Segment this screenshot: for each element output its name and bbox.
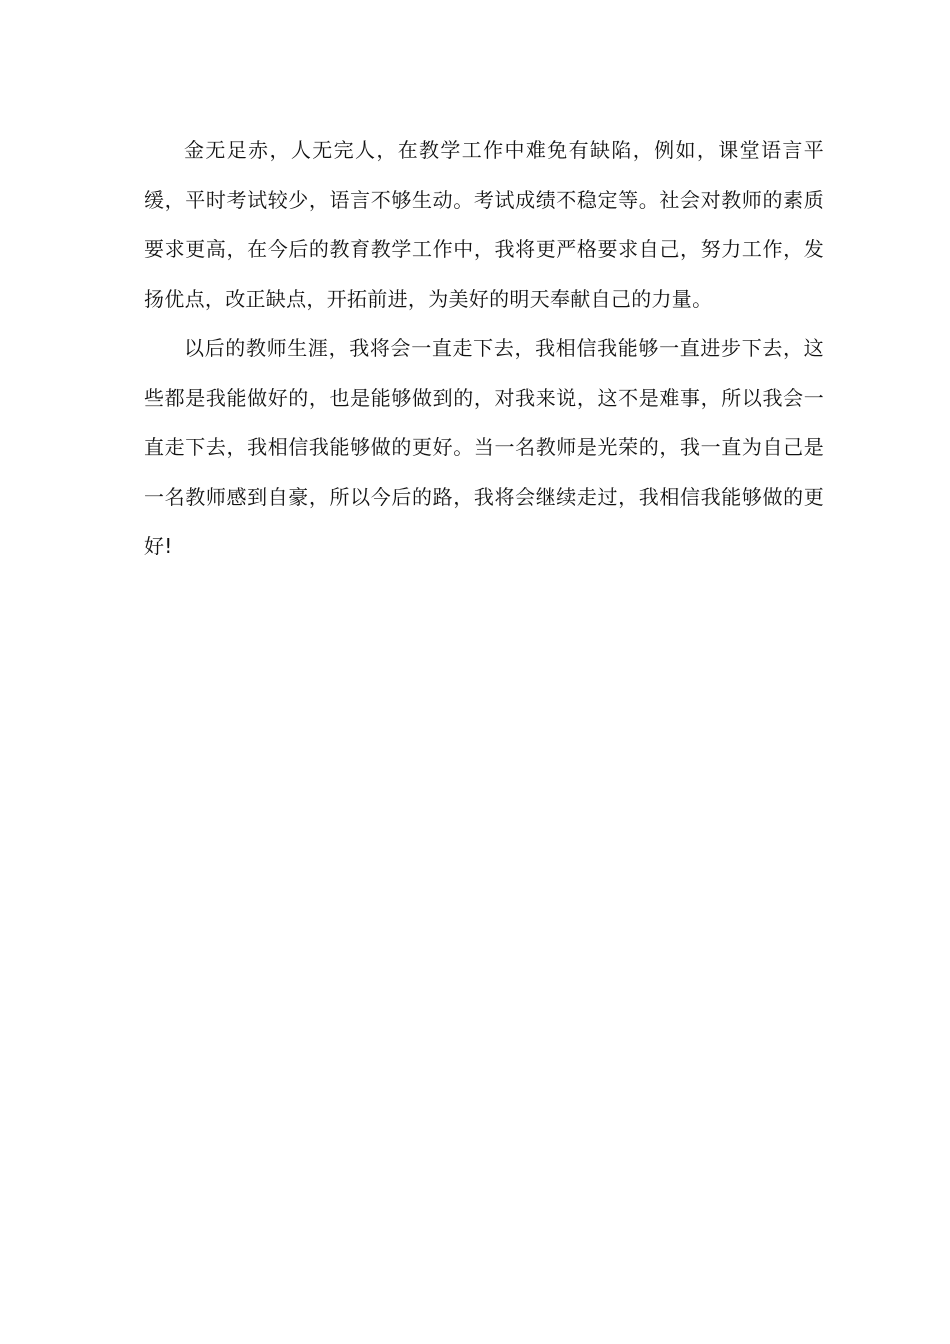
paragraph-2: 以后的教师生涯，我将会一直走下去，我相信我能够一直进步下去，这些都是我能做好的，也是能够做到的，对我来说，这不是难事，所以我会一直走下去，我相信我能够做的更好。当一名教师是光荣的，我一直为自己是一名教师感到自豪，所以今后的路，我将会继续走过，我相信我能够做的更好! [144,336,824,558]
paragraph-1: 金无足赤，人无完人，在教学工作中难免有缺陷，例如，课堂语言平缓，平时考试较少，语言不够生动。考试成绩不稳定等。社会对教师的素质要求更高，在今后的教育教学工作中，我将更严格要求自己，努力工作，发扬优点，改正缺点，开拓前进，为美好的明天奉献自己的力量。 [144,138,824,311]
document-body [144,126,824,572]
